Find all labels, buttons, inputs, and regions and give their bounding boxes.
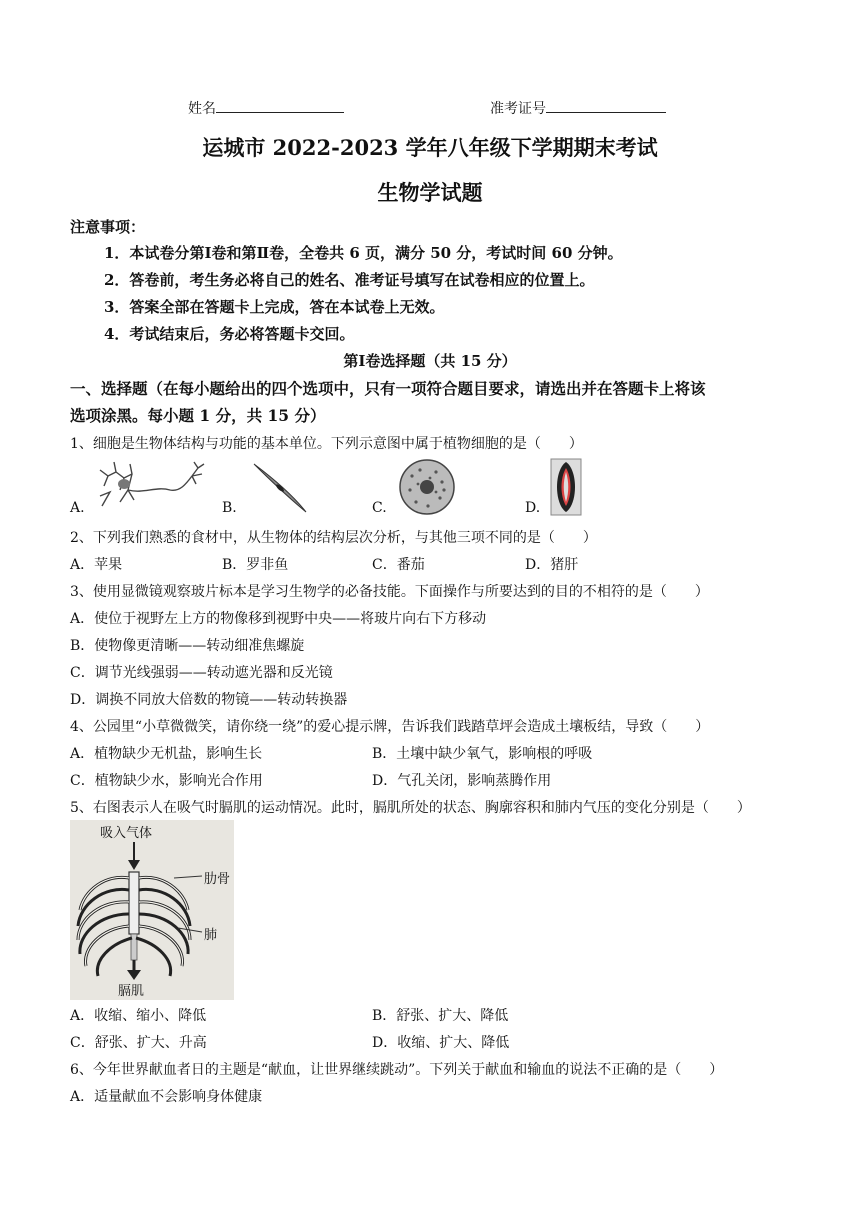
label-lung: 肺 [204,928,218,943]
exam-title: 运城市 2022-2023 学年八年级下学期期末考试 [202,135,658,160]
q4-option-a: A．植物缺少无机盐，影响生长 [70,746,263,762]
q5-option-b: B．舒张、扩大、降低 [372,1008,509,1024]
guard-cells-image [550,458,582,516]
q2-option-a: A．苹果 [70,557,123,573]
q4-option-b: B．土壤中缺少氧气，影响根的呼吸 [372,746,593,762]
q3-option-c: C．调节光线强弱——转动遮光器和反光镜 [70,665,333,681]
q5-option-c: C．舒张、扩大、升高 [70,1035,207,1051]
part1-title: 第Ⅰ卷选择题（共 15 分） [343,352,517,370]
q1-option-b: B. [222,500,237,516]
q1-option-d: D. [525,500,541,516]
q2-stem: 2、下列我们熟悉的食材中，从生物体的结构层次分析，与其他三项不同的是（ ） [70,530,597,546]
q3-option-d: D．调换不同放大倍数的物镜——转动转换器 [70,692,348,708]
label-diaphragm: 膈肌 [118,984,145,999]
label-rib: 肋骨 [204,872,231,887]
exam-subtitle: 生物学试题 [377,180,483,205]
name-blank [216,99,344,113]
q6-stem: 6、今年世界献血者日的主题是“献血，让世界继续跳动”。下列关于献血和输血的说法不正确的是（ ） [70,1062,724,1078]
ribcage-drawing [70,820,234,1000]
ribcage-figure [70,820,234,1000]
smooth-muscle-cell-image [250,460,310,515]
exam-id-label: 准考证号 [490,101,546,117]
q1-option-a: A. [70,500,85,516]
notice-heading: 注意事项： [70,218,146,236]
q1-stem: 1、细胞是生物体结构与功能的基本单位。下列示意图中属于植物细胞的是（ ） [70,436,583,452]
q5-option-d: D．收缩、扩大、降低 [372,1035,510,1051]
q3-option-b: B．使物像更清晰——转动细准焦螺旋 [70,638,305,654]
exam-id-field [490,98,666,118]
exam-id-blank [546,99,666,113]
q3-stem: 3、使用显微镜观察玻片标本是学习生物学的必备技能。下面操作与所要达到的目的不相符的是（ ） [70,584,709,600]
q5-option-a: A．收缩、缩小、降低 [70,1008,207,1024]
notice-item-1: 1．本试卷分第Ⅰ卷和第Ⅱ卷，全卷共 6 页，满分 50 分，考试时间 60 分钟。 [104,244,623,262]
q4-option-d: D．气孔关闭，影响蒸腾作用 [372,773,552,789]
round-cell-image [398,458,456,516]
neuron-cell-image [94,456,206,516]
name-label: 姓名 [188,101,216,117]
section-instruction-1: 一、选择题（在每小题给出的四个选项中，只有一项符合题目要求，请选出并在答题卡上将该 [70,379,706,398]
q2-option-c: C．番茄 [372,557,425,573]
q4-stem: 4、公园里“小草微微笑，请你绕一绕”的爱心提示牌，告诉我们践踏草坪会造成土壤板结，导致（ ） [70,719,710,735]
section-instruction-2: 选项涂黑。每小题 1 分，共 15 分） [70,406,326,425]
q4-option-c: C．植物缺少水，影响光合作用 [70,773,263,789]
q2-option-b: B．罗非鱼 [222,557,289,573]
q5-stem: 5、右图表示人在吸气时膈肌的运动情况。此时，膈肌所处的状态、胸廓容积和肺内气压的变化分别是（ ） [70,800,751,816]
notice-item-3: 3．答案全部在答题卡上完成，答在本试卷上无效。 [104,298,445,316]
q3-option-a: A．使位于视野左上方的物像移到视野中央——将玻片向右下方移动 [70,611,487,627]
notice-item-2: 2．答卷前，考生务必将自己的姓名、准考证号填写在试卷相应的位置上。 [104,271,595,289]
label-inhale: 吸入气体 [100,826,153,841]
name-field [188,98,344,118]
notice-item-4: 4．考试结束后，务必将答题卡交回。 [104,325,355,343]
q1-option-c: C. [372,500,387,516]
q2-option-d: D．猪肝 [525,557,579,573]
q6-option-a: A．适量献血不会影响身体健康 [70,1089,263,1105]
